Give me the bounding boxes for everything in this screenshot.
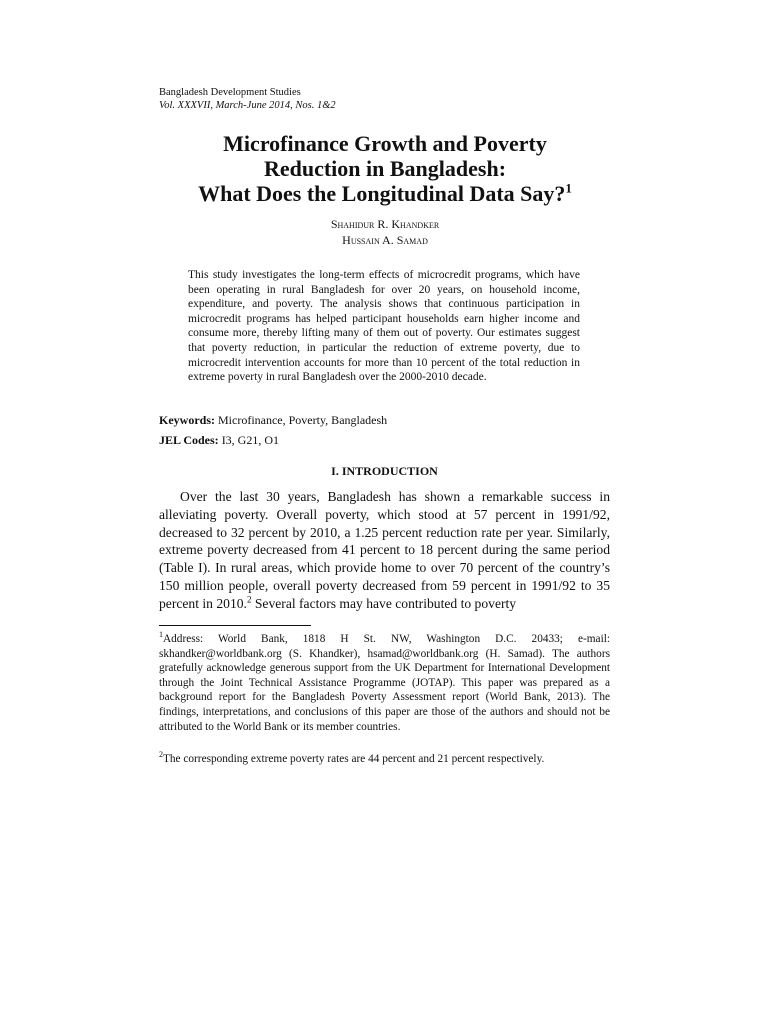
jel-codes — [159, 430, 387, 450]
title-footnote-mark: 1 — [565, 180, 572, 196]
author-name: Shahidur R. Khandker — [330, 217, 440, 231]
keywords — [159, 410, 387, 430]
footnote-text: The corresponding extreme poverty rates are 44 percent and 21 percent respectively. — [163, 753, 545, 765]
footnote-mark: 2 — [159, 750, 163, 760]
section-heading: I. INTRODUCTION — [331, 464, 438, 478]
paper-title — [150, 131, 620, 206]
title-line-2: Reduction in Bangladesh: — [263, 156, 507, 181]
footnote-2 — [159, 752, 610, 767]
author-name: Hussain A. Samad — [342, 232, 428, 247]
keywords-label: Keywords: — [159, 413, 215, 427]
journal-name: Bangladesh Development Studies — [159, 87, 301, 98]
keywords-value: Microfinance, Poverty, Bangladesh — [218, 413, 388, 427]
footnote-ref-2: 2 — [246, 594, 252, 605]
paragraph-text: Over the last 30 years, Bangladesh has shown a remarkable success in alleviating poverty. Overall poverty, which stood at 57 percent in 1991/92, decreased to 32 percent by 2010, a 1.25 percent reduction rate per year. Similarly, extreme poverty decreased from 41 percent to 18 percent during the same period (Table I). In rural areas, which provide home to over 70 percent of the country’s 150 million people, overall poverty decreased from 59 percent in 1991/92 to 35 percent in 2010. — [159, 489, 610, 611]
title-line-3 — [150, 181, 620, 206]
author-list — [150, 217, 620, 248]
title-line-3-text: What Does the Longitudinal Data Say? — [198, 181, 566, 206]
footnote-divider — [159, 625, 311, 626]
introduction-paragraph — [159, 488, 610, 613]
footnote-mark: 1 — [159, 630, 163, 640]
journal-volume: Vol. XXXVII, March-June 2014, Nos. 1&2 — [159, 100, 336, 111]
paragraph-text-continued: Several factors may have contributed to poverty — [251, 595, 517, 611]
paper-metadata — [159, 410, 387, 450]
jel-label: JEL Codes: — [159, 433, 219, 447]
jel-value: I3, G21, O1 — [221, 433, 280, 447]
title-line-1: Microfinance Growth and Poverty — [223, 131, 547, 156]
footnote-1 — [159, 632, 610, 734]
footnote-text: Address: World Bank, 1818 H St. NW, Washington D.C. 20433; e-mail: skhandker@worldbank.org (S. Khandker), hsamad@worldbank.org (H. Samad). The authors gratefully acknowledge generous support from the UK Department for International Development through the Joint Technical Assistance Programme (JOTAP). This paper was prepared as a background report for the Bangladesh Poverty Assessment report (World Bank, 2013). The findings, interpretations, and conclusions of this paper are those of the authors and should not be attributed to the World Bank or its member countries. — [159, 633, 610, 733]
journal-header — [159, 86, 336, 112]
abstract: This study investigates the long-term effects of microcredit programs, which have been operating in rural Bangladesh for over 20 years, on household income, expenditure, and poverty. The analysis shows that continuous participation in microcredit programs has helped participant households earn higher income and consume more, thereby lifting many of them out of poverty. Our estimates suggest that poverty reduction, in particular the reduction of extreme poverty, due to microcredit intervention accounts for more than 10 percent of the total reduction in extreme poverty in rural Bangladesh over the 2000-2010 decade. — [188, 269, 580, 384]
